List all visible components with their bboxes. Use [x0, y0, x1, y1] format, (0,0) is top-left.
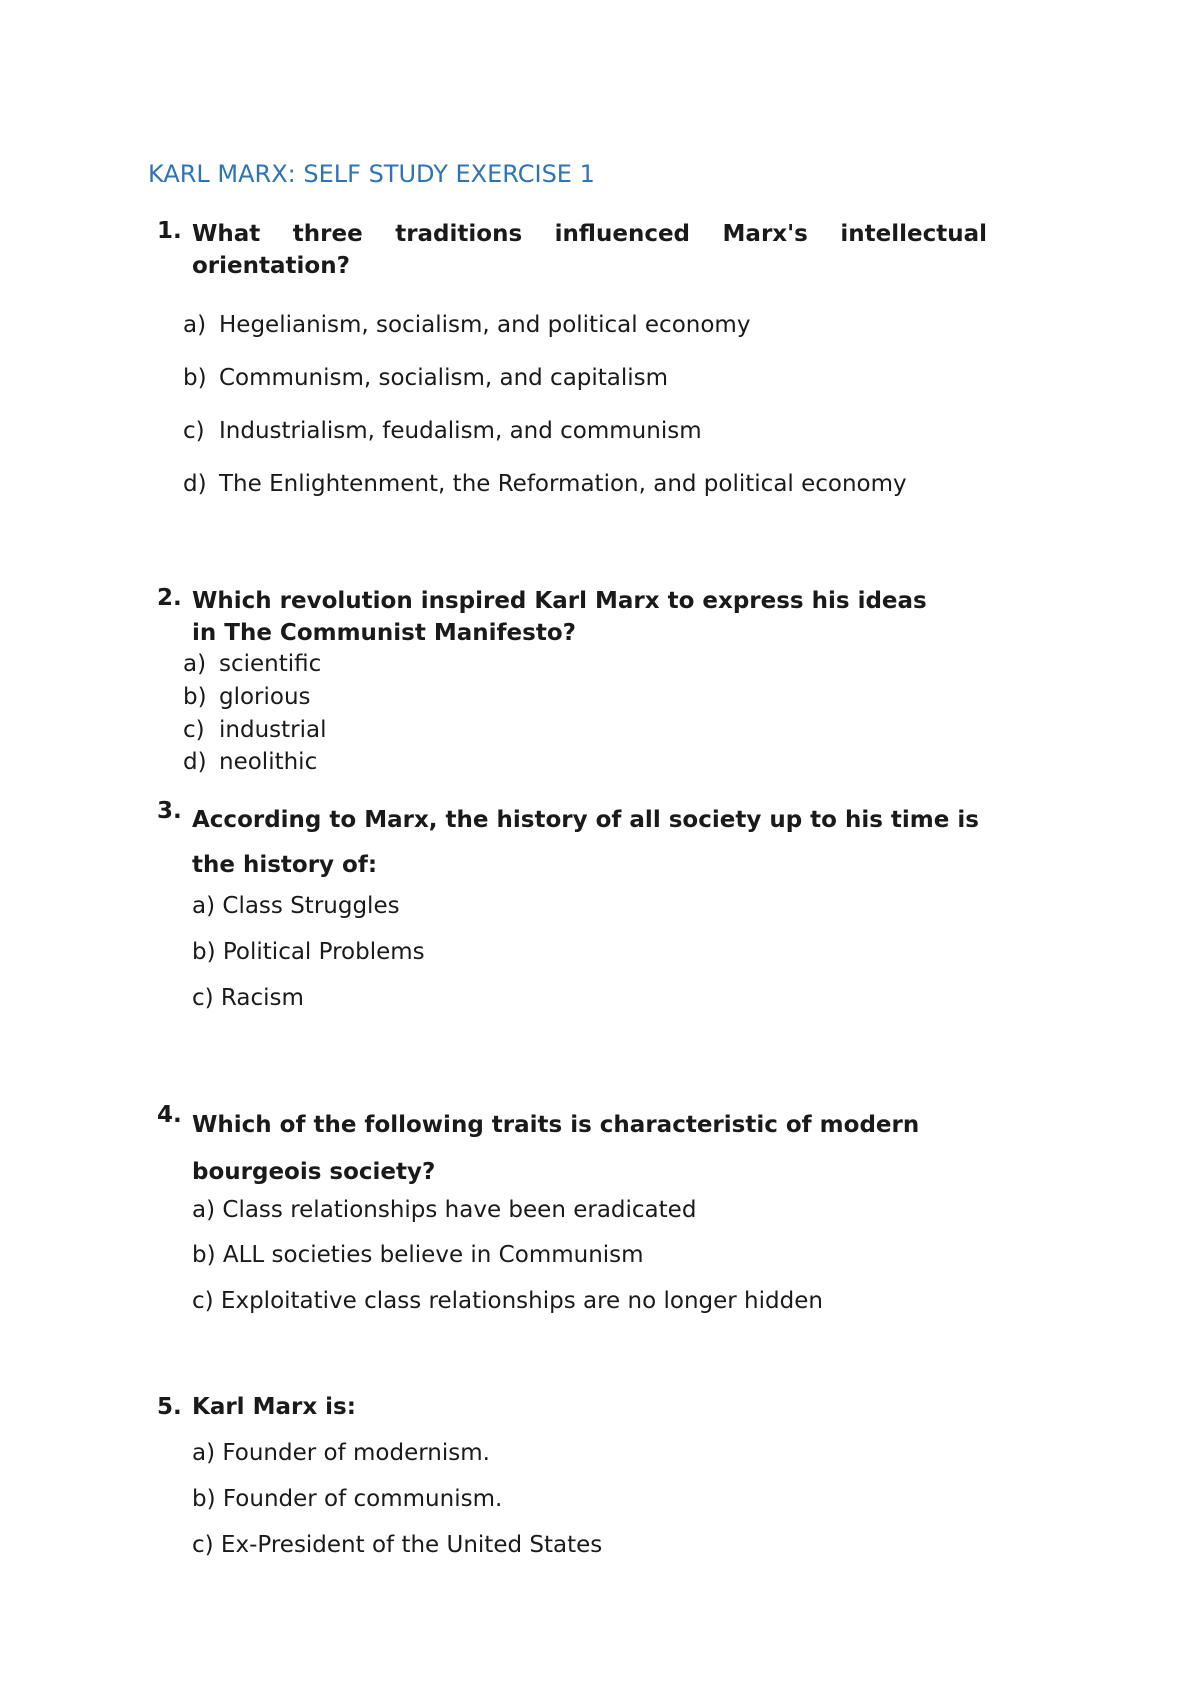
question-line-1: According to Marx, the history of all society up to his time is: [192, 807, 979, 833]
question-line-2: orientation?: [192, 253, 350, 279]
question-text: [192, 1102, 919, 1196]
question-line-2: bourgeois society?: [192, 1159, 436, 1185]
question-3-option-b: b) Political Problems: [192, 939, 425, 965]
question-3-option-c: c) Racism: [192, 985, 304, 1011]
question-text: [192, 798, 979, 888]
option-letter: a): [183, 312, 207, 338]
question-4-option-b: b) ALL societies believe in Communism: [192, 1242, 644, 1268]
question-line-2: in The Communist Manifesto?: [192, 620, 576, 646]
option-letter: b): [183, 365, 207, 391]
question-4-option-a: a) Class relationships have been eradicated: [192, 1197, 697, 1223]
question-text: [192, 1394, 356, 1420]
option-text: neolithic: [219, 749, 318, 775]
question-number: 3.: [157, 798, 182, 824]
option-text: Industrialism, feudalism, and communism: [219, 418, 702, 444]
question-line-1: Karl Marx is:: [192, 1394, 356, 1420]
question-5-option-a: a) Founder of modernism.: [192, 1440, 490, 1466]
question-number: 1.: [157, 218, 182, 244]
option-text: glorious: [219, 684, 311, 710]
option-letter: a): [183, 651, 207, 677]
option-letter: d): [183, 749, 207, 775]
question-5-option-b: b) Founder of communism.: [192, 1486, 503, 1512]
question-number: 2.: [157, 585, 182, 611]
question-3-option-a: a) Class Struggles: [192, 893, 400, 919]
question-line-1: Which of the following traits is characteristic of modern: [192, 1112, 920, 1138]
question-5-option-c: c) Ex-President of the United States: [192, 1532, 603, 1558]
page-title: KARL MARX: SELF STUDY EXERCISE 1: [148, 160, 595, 188]
option-text: Communism, socialism, and capitalism: [219, 365, 669, 391]
question-4-option-c: c) Exploitative class relationships are no longer hidden: [192, 1288, 823, 1314]
question-text: [192, 585, 927, 649]
option-text: The Enlightenment, the Reformation, and political economy: [219, 471, 907, 497]
option-text: scientific: [219, 651, 322, 677]
option-text: Hegelianism, socialism, and political economy: [219, 312, 751, 338]
option-letter: c): [183, 418, 205, 444]
option-letter: c): [183, 717, 205, 743]
option-text: industrial: [219, 717, 327, 743]
option-letter: d): [183, 471, 207, 497]
question-line-1: What three traditions influenced Marx's intellectual: [192, 221, 987, 247]
question-number: 5.: [157, 1394, 182, 1420]
question-number: 4.: [157, 1102, 182, 1128]
question-text: [192, 218, 987, 282]
question-line-2: the history of:: [192, 852, 378, 878]
option-letter: b): [183, 684, 207, 710]
question-line-1: Which revolution inspired Karl Marx to express his ideas: [192, 588, 927, 614]
